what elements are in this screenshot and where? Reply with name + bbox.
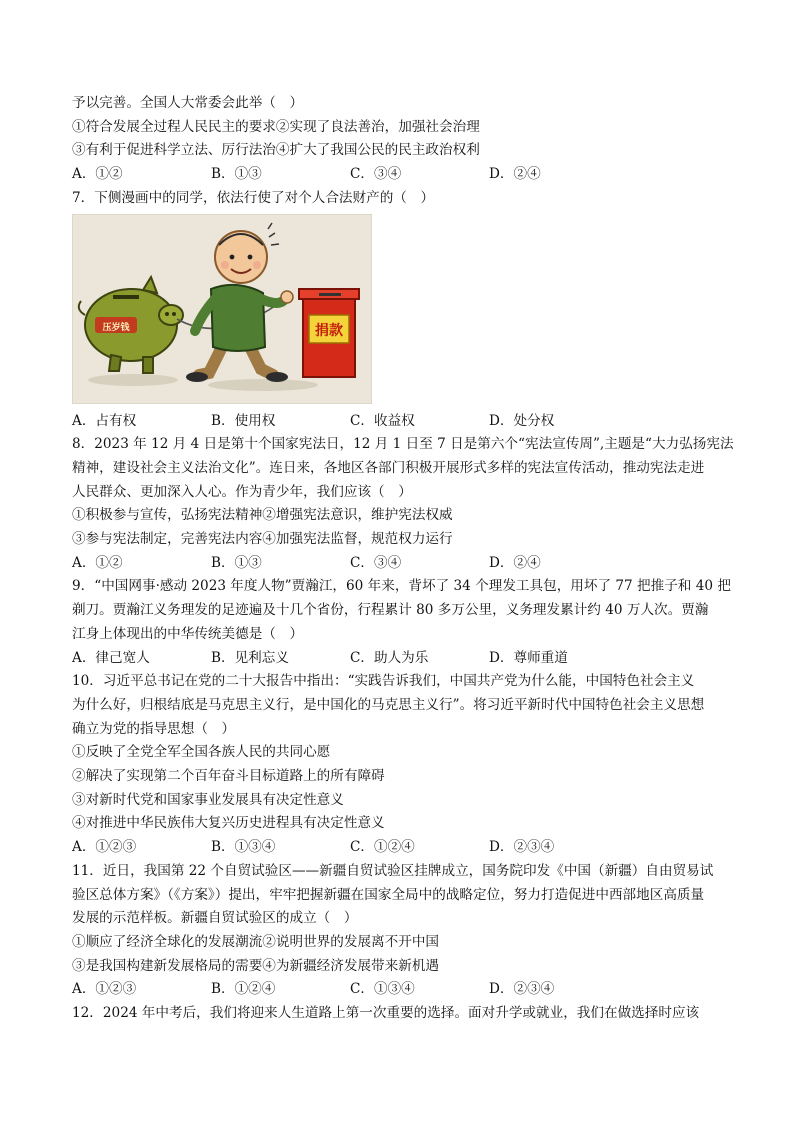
q8-statements-1: ①积极参与宣传，弘扬宪法精神②增强宪法意识，维护宪法权威 — [72, 507, 453, 524]
student-figure — [186, 223, 293, 382]
q11-statements-1: ①顺应了经济全球化的发展潮流②说明世界的发展离不开中国 — [72, 933, 440, 950]
q10-statement-4: ④对推进中华民族伟大复兴历史进程具有决定性意义 — [72, 815, 385, 832]
q12-stem-line-1: 12．2024 年中考后，我们将迎来人生道路上第一次重要的选择。面对升学或就业，我们在做选择时应该 — [72, 1005, 700, 1022]
option-b: B．使用权 — [211, 412, 276, 429]
q6-options — [72, 163, 732, 187]
option-d: D．尊师重道 — [489, 649, 568, 666]
q10-stem-line-1: 10．习近平总书记在党的二十大报告中指出：“实践告诉我们，中国共产党为什么能，中国特色社会主义 — [72, 673, 695, 690]
option-a: A．占有权 — [72, 412, 137, 429]
q11-stem-line-3: 发展的示范样板。新疆自贸试验区的成立（ ） — [72, 910, 358, 927]
piggy-bank-label: 压岁钱 — [102, 322, 130, 333]
option-d: D．②④ — [489, 554, 541, 571]
q8-stem-line-2: 精神，建设社会主义法治文化”。连日来，各地区各部门积极开展形式多样的宪法宣传活动，推动宪法走进 — [72, 459, 705, 476]
q7-stem: 7．下侧漫画中的同学，依法行使了对个人合法财产的（ ） — [72, 189, 435, 206]
q6-statements-1: ①符合发展全过程人民民主的要求②实现了良法善治，加强社会治理 — [72, 118, 480, 135]
q11-stem-line-2: 验区总体方案》（《方案》）提出，牢牢把握新疆在国家全局中的战略定位，努力打造促进中西部地区高质量 — [72, 886, 705, 903]
q11-stem-line-1: 11．近日，我国第 22 个自贸试验区——新疆自贸试验区挂牌成立，国务院印发《中国（新疆）自由贸易试 — [72, 862, 714, 879]
q10-statement-2: ②解决了实现第二个百年奋斗目标道路上的所有障碍 — [72, 768, 385, 785]
option-b: B．①③ — [211, 166, 262, 183]
piggy-bank — [79, 277, 183, 373]
option-d: D．②④ — [489, 166, 541, 183]
option-b: B．见利忘义 — [211, 649, 289, 666]
q8-stem-line-1: 8．2023 年 12 月 4 日是第十个国家宪法日，12 月 1 日至 7 日是第六个“宪法宣传周”,主题是“大力弘扬宪法 — [72, 436, 734, 453]
q11-statements-2: ③是我国构建新发展格局的需要④为新疆经济发展带来新机遇 — [72, 957, 440, 974]
q6-stem: 予以完善。全国人大常委会此举（ ） — [72, 95, 304, 111]
q9-options — [72, 647, 732, 671]
option-a: A．①② — [72, 554, 123, 571]
option-d: D．处分权 — [489, 412, 555, 429]
option-d: D．②③④ — [489, 981, 555, 998]
option-c: C．①③④ — [350, 981, 415, 998]
option-a: A．①②③ — [72, 981, 137, 998]
q10-stem-line-3: 确立为党的指导思想（ ） — [72, 720, 236, 737]
option-c: C．①②④ — [350, 839, 415, 856]
q7-options — [72, 410, 732, 434]
donation-box-label: 捐款 — [315, 322, 343, 339]
q10-options — [72, 836, 732, 860]
q8-options — [72, 552, 732, 576]
q7-cartoon — [72, 214, 372, 404]
q8-stem-line-3: 人民群众、更加深入人心。作为青少年，我们应该（ ） — [72, 483, 412, 500]
cartoon-illustration — [73, 215, 371, 403]
option-c: C．③④ — [350, 166, 402, 183]
option-d: D．②③④ — [489, 839, 555, 856]
q9-stem-line-1: 9．“中国网事·感动 2023 年度人物”贾瀚江，60 年来，背坏了 34 个理发工具包，用坏了 77 把推子和 40 把 — [72, 578, 731, 595]
option-b: B．①②④ — [211, 981, 276, 998]
q9-stem-line-3: 江身上体现出的中华传统美德是（ ） — [72, 625, 304, 642]
option-b: B．①③④ — [211, 839, 276, 856]
option-c: C．收益权 — [350, 412, 415, 429]
option-a: A．①②③ — [72, 839, 137, 856]
exam-page — [72, 92, 732, 1026]
q11-options — [72, 978, 732, 1002]
q10-statement-1: ①反映了全党全军全国各族人民的共同心愿 — [72, 744, 331, 761]
q8-statements-2: ③参与宪法制定，完善宪法内容④加强宪法监督，规范权力运行 — [72, 531, 453, 548]
option-c: C．助人为乐 — [350, 649, 429, 666]
q10-stem-line-2: 为什么好，归根结底是马克思主义行，是中国化的马克思主义行”。将习近平新时代中国特色社会主义思想 — [72, 696, 705, 713]
q10-statement-3: ③对新时代党和国家事业发展具有决定性意义 — [72, 791, 344, 808]
q9-stem-line-2: 剃刀。贾瀚江义务理发的足迹遍及十几个省份，行程累计 80 多万公里，义务理发累计约 40 万人次。贾瀚 — [72, 602, 709, 619]
option-a: A．律己宽人 — [72, 649, 150, 666]
option-a: A．①② — [72, 166, 123, 183]
option-b: B．①③ — [211, 554, 262, 571]
option-c: C．③④ — [350, 554, 402, 571]
q6-statements-2: ③有利于促进科学立法、厉行法治④扩大了我国公民的民主政治权利 — [72, 142, 480, 159]
